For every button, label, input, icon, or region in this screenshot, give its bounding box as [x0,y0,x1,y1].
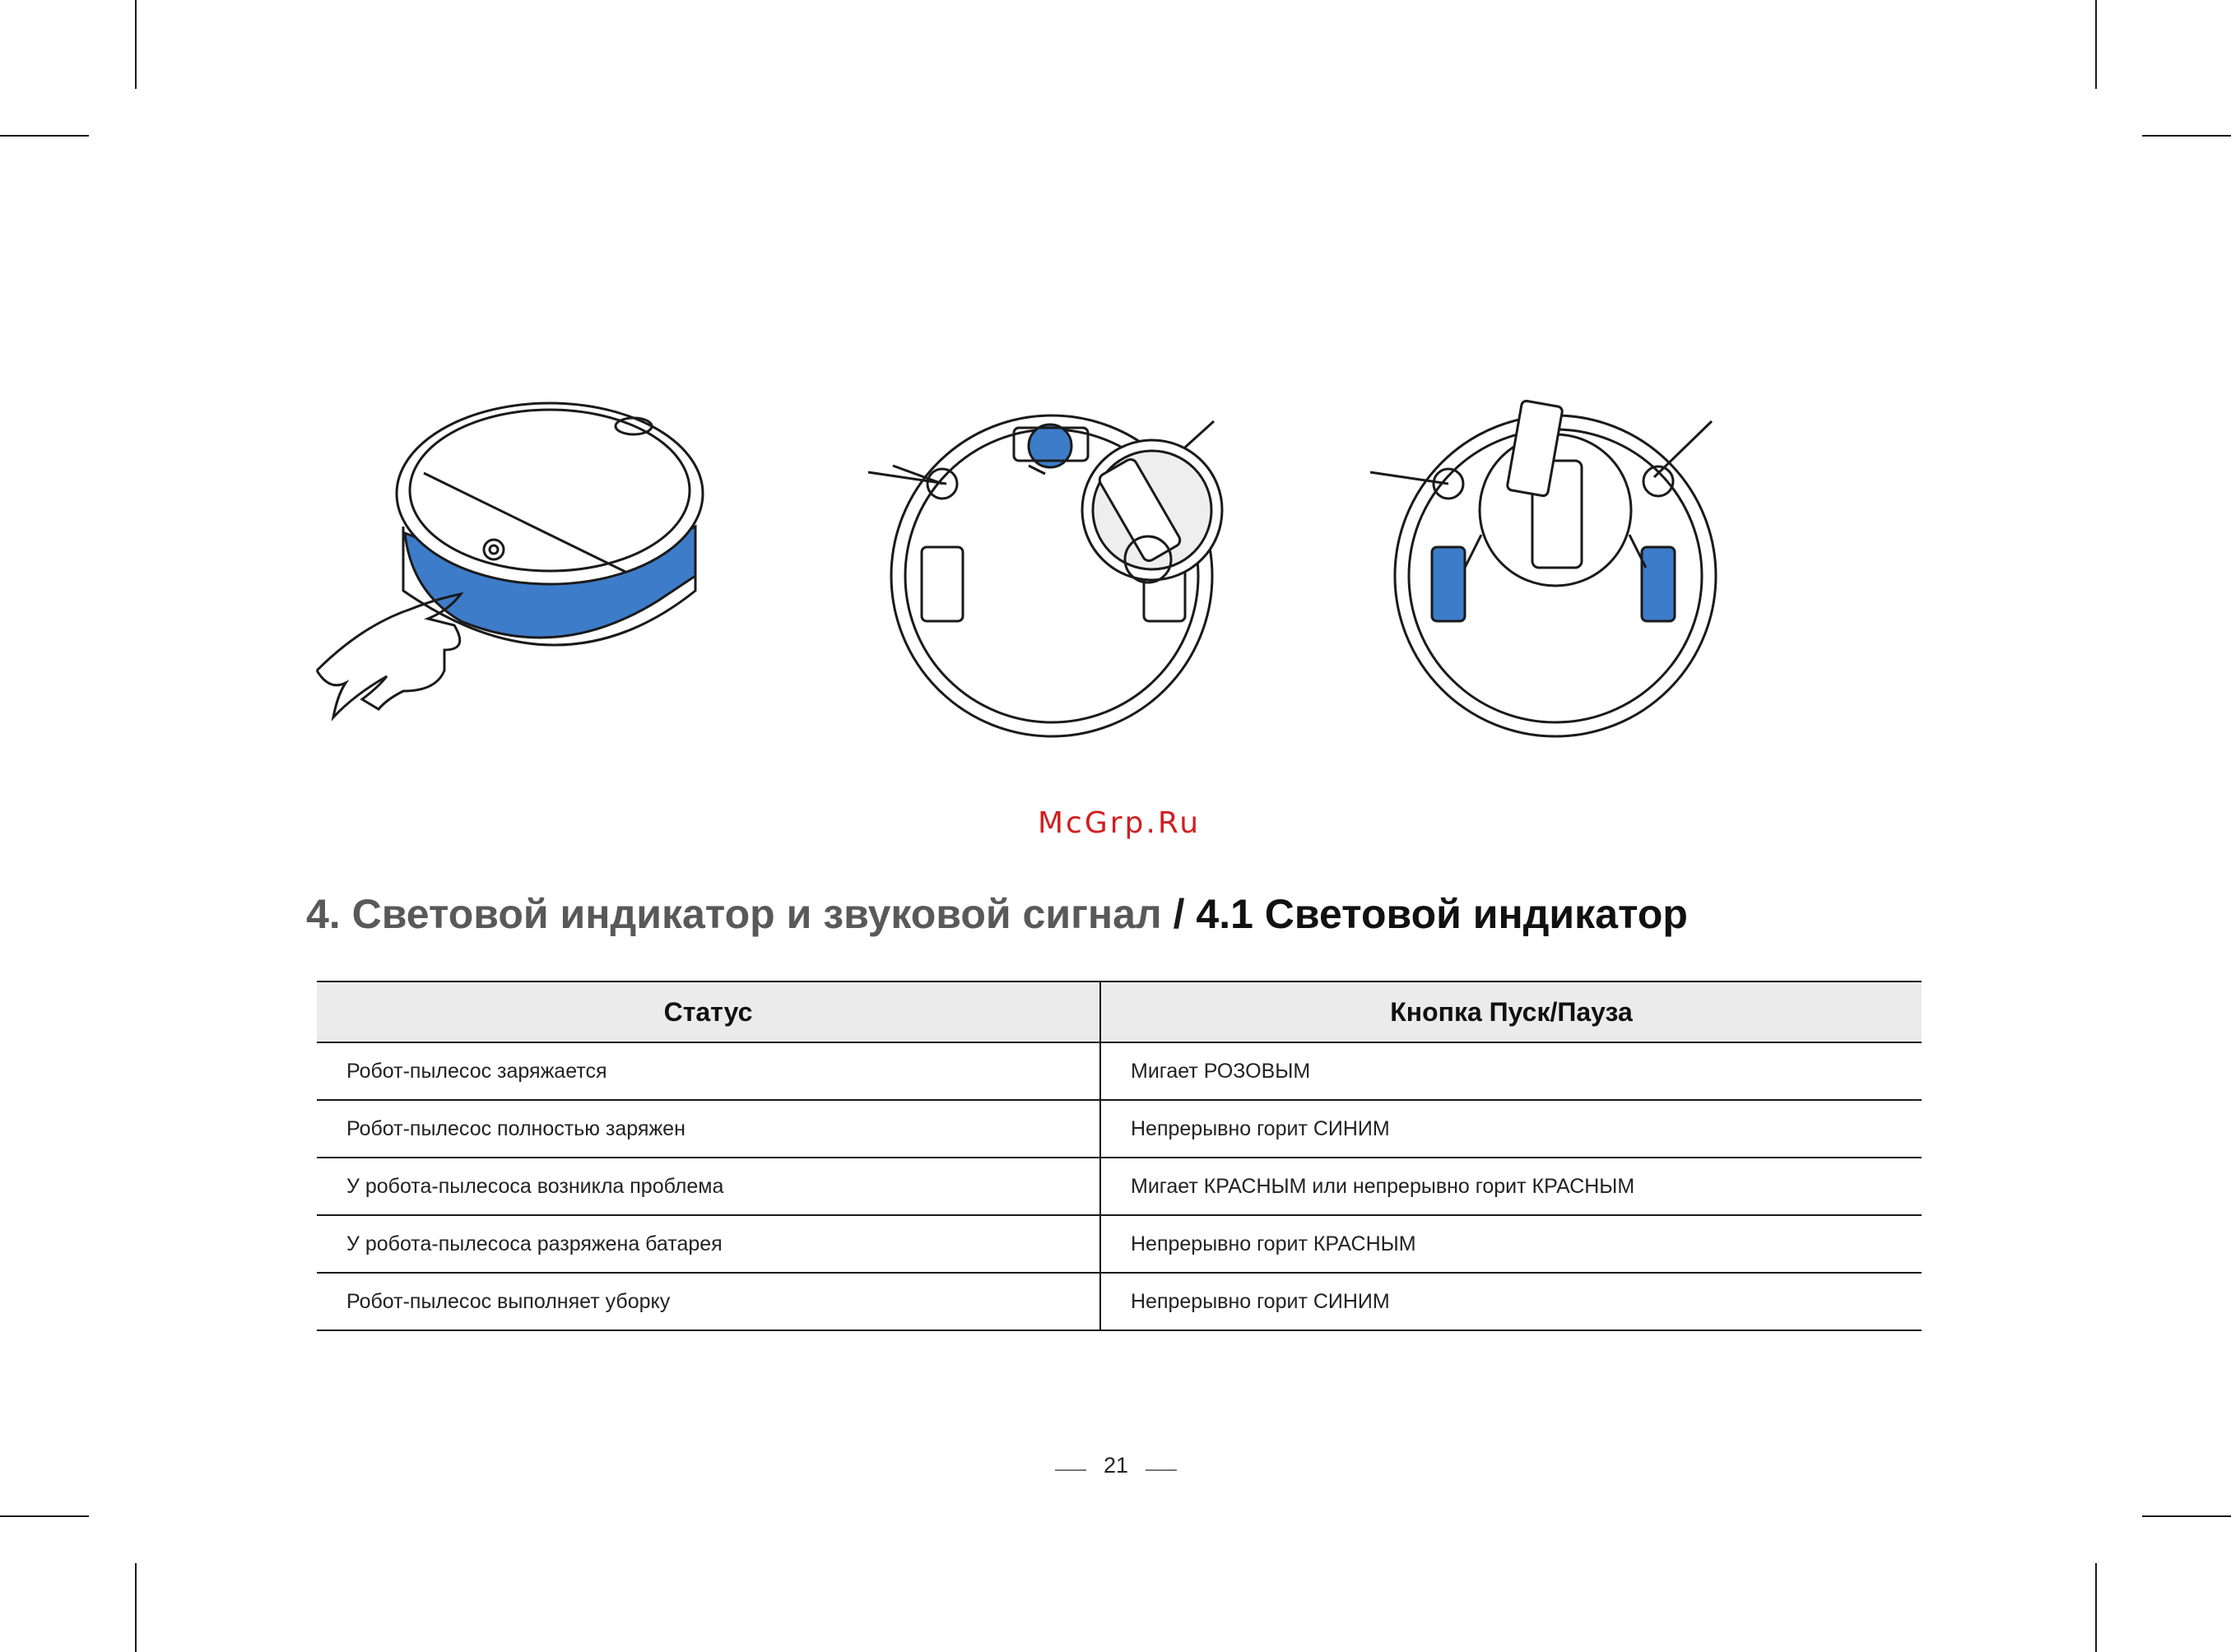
crop-mark [0,1515,89,1517]
status-cell: Робот-пылесос заряжается [317,1042,1100,1100]
robot-bottom-view-1 [868,415,1222,736]
heading-main: 4. Световой индикатор и звуковой сигнал [306,891,1162,937]
led-status-table [317,981,1922,1331]
page-number: 21 [1103,1453,1129,1478]
table-row [317,1158,1922,1215]
indicator-cell: Непрерывно горит СИНИМ [1100,1100,1922,1158]
status-cell: Робот-пылесос выполняет уборку [317,1273,1100,1330]
table-row [317,1273,1922,1330]
crop-mark [135,1563,137,1652]
crop-mark [2095,1563,2097,1652]
robot-top-view-illustration [317,403,703,717]
watermark: McGrp.Ru [1037,806,1201,840]
indicator-cell: Мигает КРАСНЫМ или непрерывно горит КРАСНЫМ [1100,1158,1922,1215]
column-header-button: Кнопка Пуск/Пауза [1100,981,1922,1042]
status-cell: Робот-пылесос полностью заряжен [317,1100,1100,1158]
table-header-row [317,981,1922,1042]
robot-bottom-view-2 [1370,400,1716,736]
status-cell: У робота-пылесоса возникла проблема [317,1158,1100,1215]
indicator-cell: Мигает РОЗОВЫМ [1100,1042,1922,1100]
heading-separator: / [1173,891,1185,937]
page-number-block [1055,1453,1177,1486]
page-number-rule [1146,1469,1177,1471]
crop-mark [2142,1515,2231,1517]
status-cell: У робота-пылесоса разряжена батарея [317,1215,1100,1273]
table-row [317,1215,1922,1273]
indicator-cell: Непрерывно горит СИНИМ [1100,1273,1922,1330]
table-row [317,1100,1922,1158]
indicator-cell: Непрерывно горит КРАСНЫМ [1100,1215,1922,1273]
column-header-status: Статус [317,981,1100,1042]
illustrations [0,0,2231,773]
section-heading [306,890,1952,938]
table-row [317,1042,1922,1100]
heading-sub: 4.1 Световой индикатор [1196,891,1688,937]
